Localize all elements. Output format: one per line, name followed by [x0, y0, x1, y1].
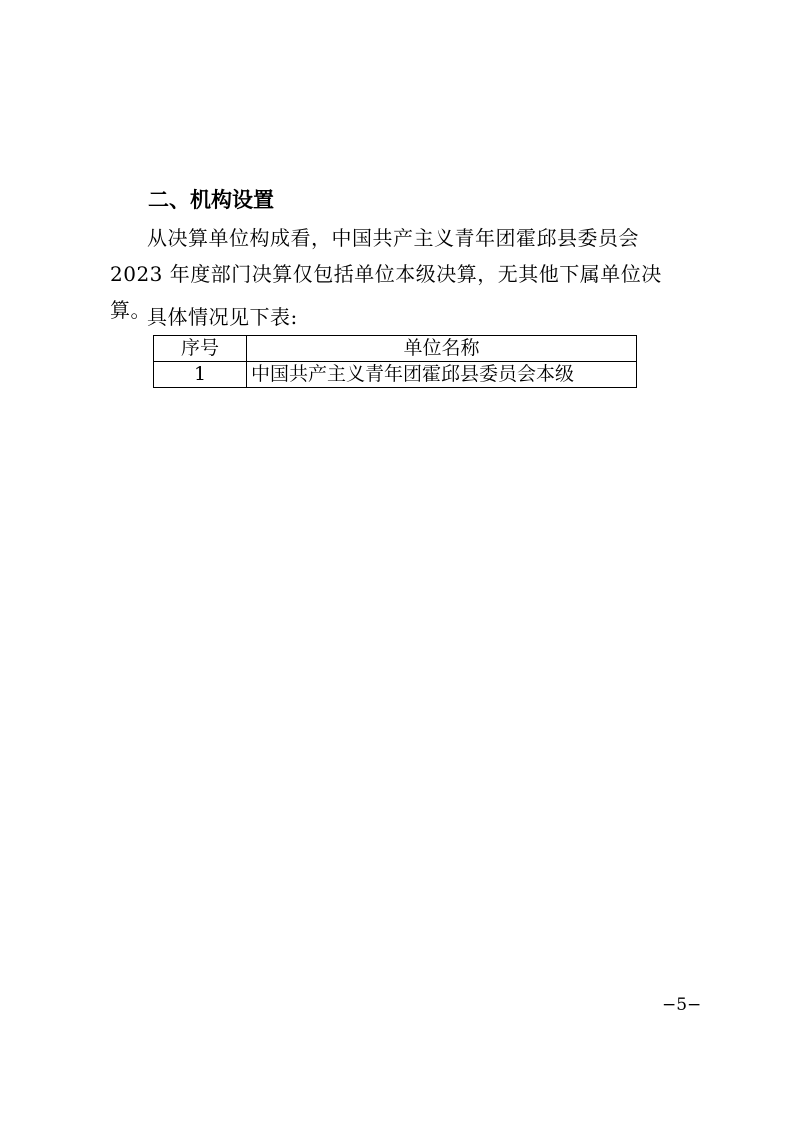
table-row	[154, 362, 637, 388]
table-intro-text: 具体情况见下表:	[147, 305, 298, 329]
column-header-unit-name: 单位名称	[247, 336, 637, 362]
table-cell-index: 1	[154, 362, 247, 388]
body-paragraph: 从决算单位构成看，中国共产主义青年团霍邱县委员会 2023 年度部门决算仅包括单位本级决算，无其他下属单位决算。	[110, 226, 662, 322]
table-cell-unit-name: 中国共产主义青年团霍邱县委员会本级	[247, 362, 637, 388]
section-heading: 二、机构设置	[148, 188, 274, 212]
column-header-index: 序号	[154, 336, 247, 362]
table-header-row	[154, 336, 637, 362]
unit-table	[153, 335, 637, 388]
page-number: −5−	[662, 995, 702, 1015]
